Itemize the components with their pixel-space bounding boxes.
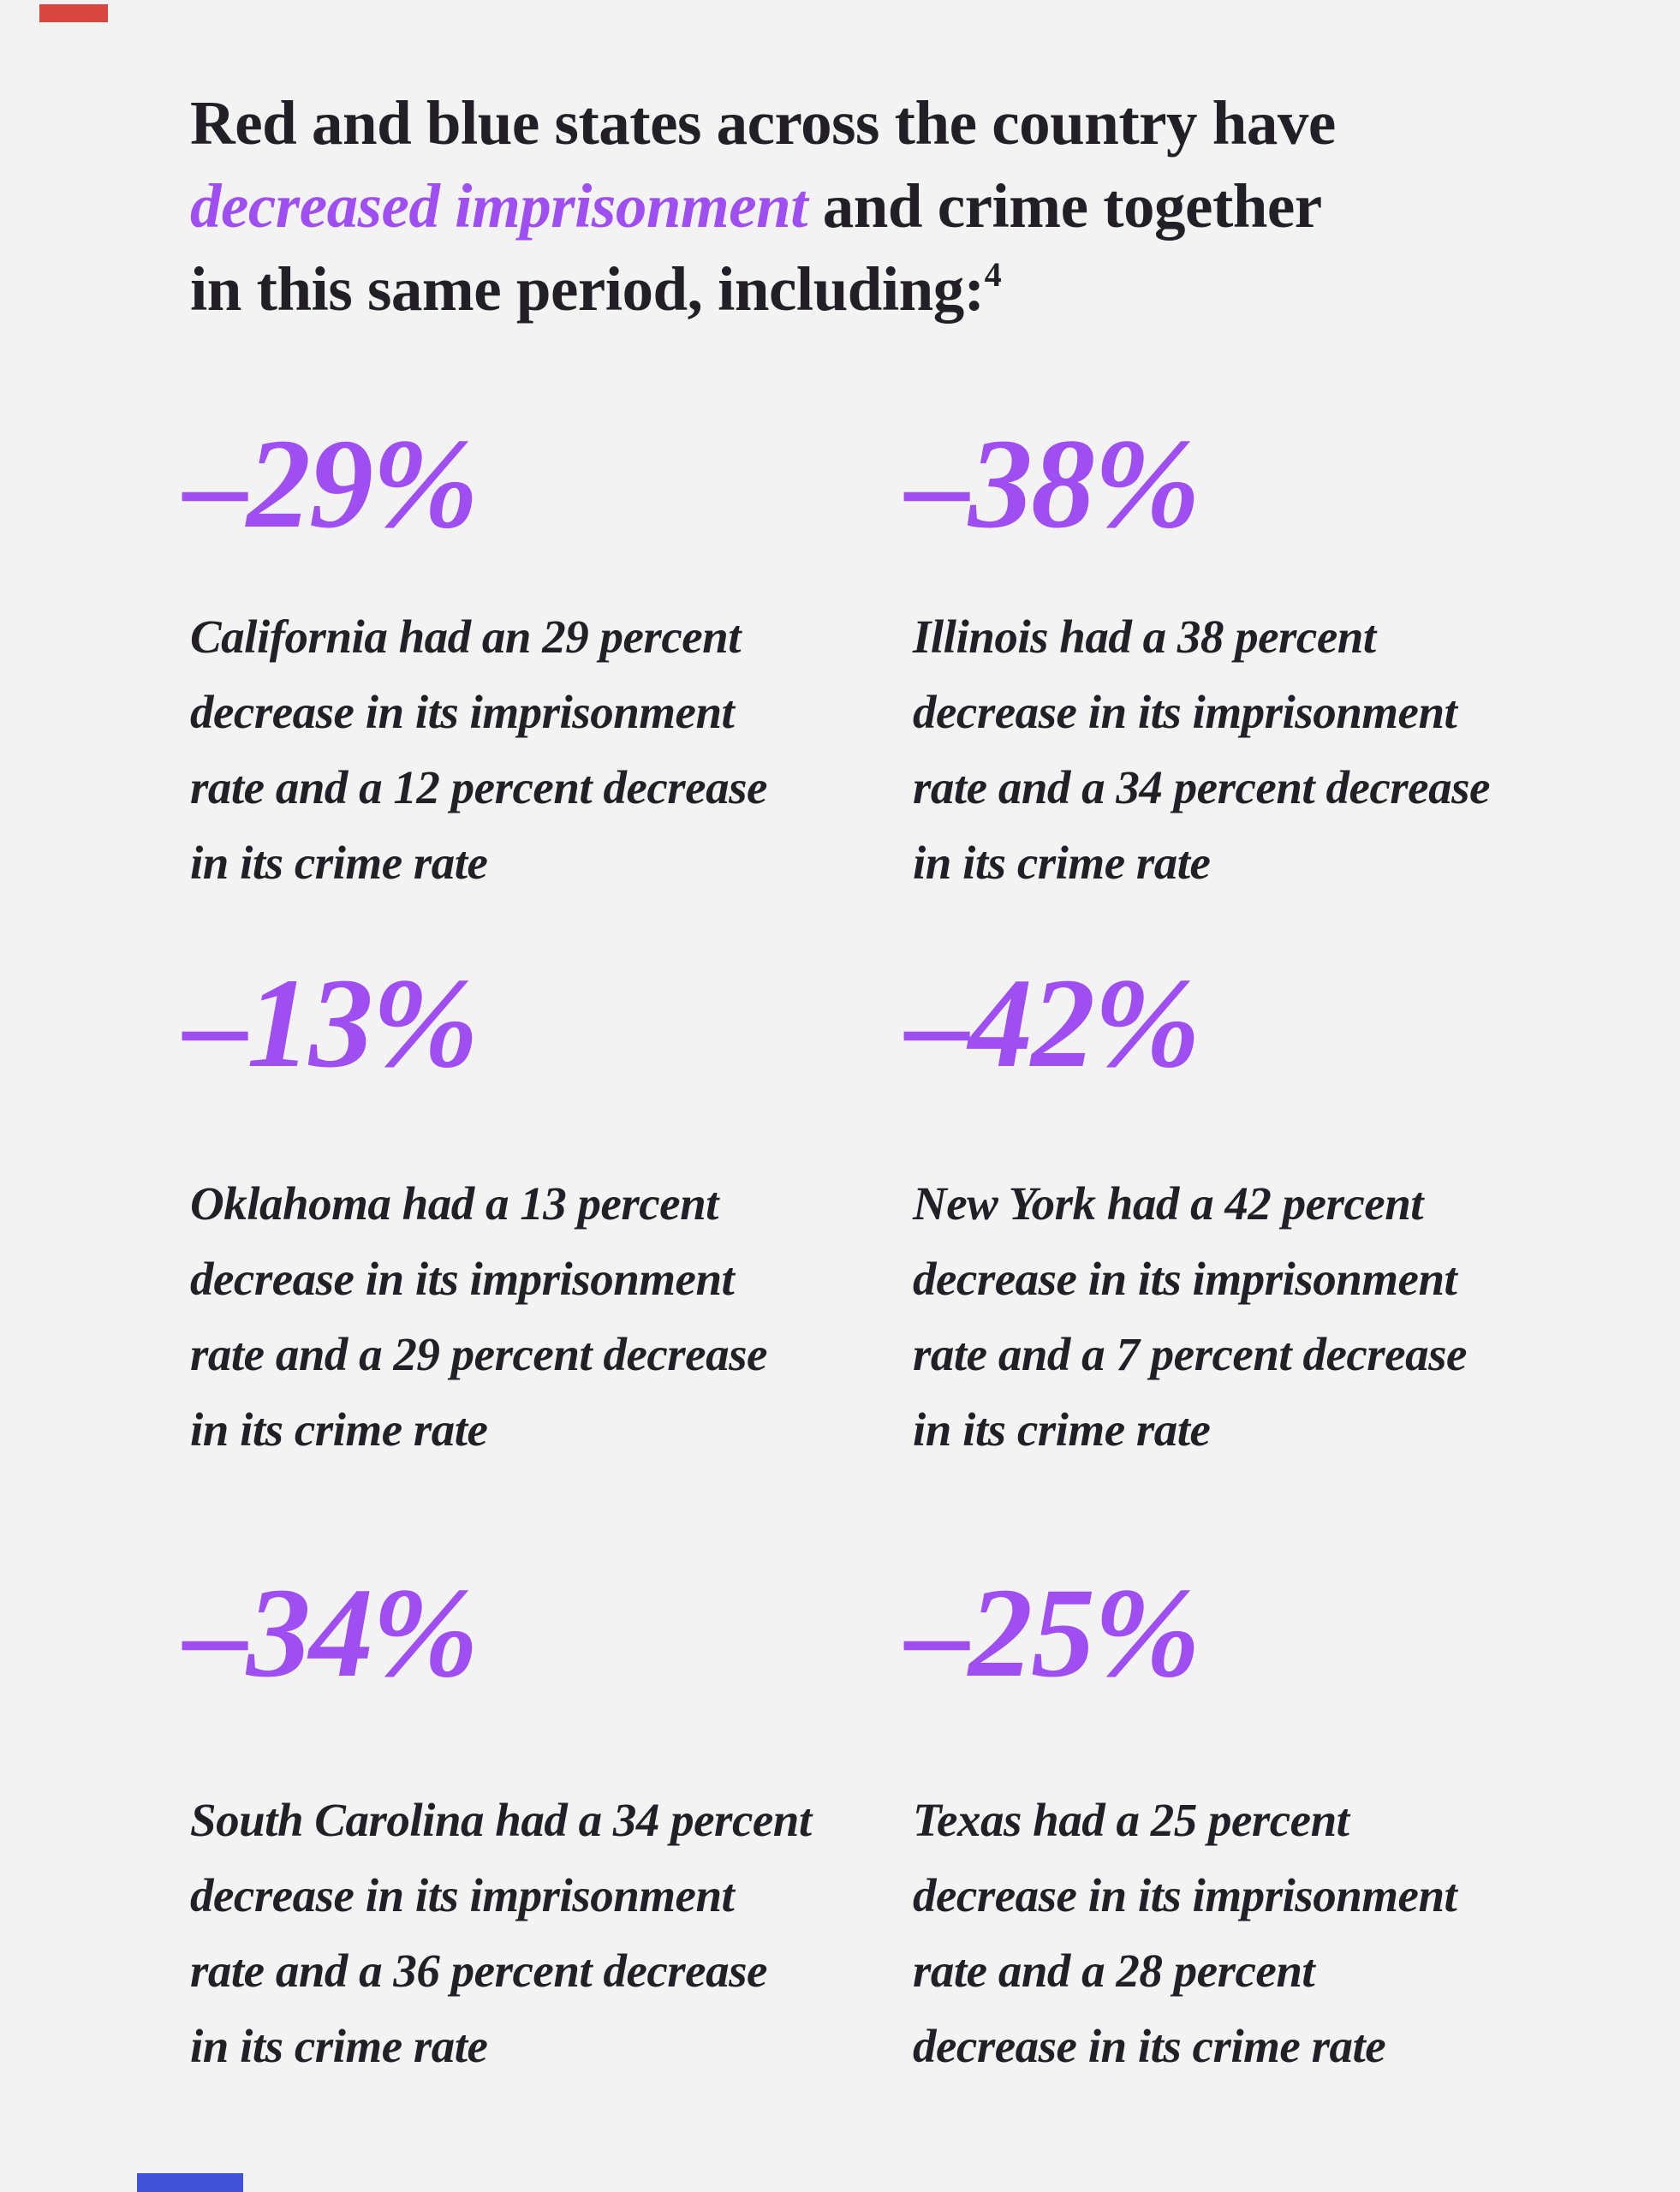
stat-line: Oklahoma had a 13 percent <box>190 1177 718 1230</box>
stat-line: in its crime rate <box>190 2020 488 2072</box>
stat-line: rate and a 12 percent decrease <box>190 761 767 813</box>
page-title <box>190 81 1336 331</box>
footnote-marker: 4 <box>984 255 1002 294</box>
stat-value-texas: –25% <box>906 1562 1199 1704</box>
stat-line: in its crime rate <box>190 837 488 889</box>
stat-description-south-carolina <box>190 1783 812 2084</box>
stat-line: decrease in its imprisonment <box>913 1253 1457 1305</box>
stat-value-south-carolina: –34% <box>184 1562 477 1704</box>
stat-line: rate and a 7 percent decrease <box>913 1328 1467 1380</box>
stat-line: New York had a 42 percent <box>913 1177 1424 1230</box>
stat-value-new-york: –42% <box>906 952 1199 1094</box>
stat-line: in its crime rate <box>913 837 1211 889</box>
stat-line: California had an 29 percent <box>190 611 742 663</box>
stat-description-california <box>190 599 767 901</box>
stat-line: rate and a 34 percent decrease <box>913 761 1490 813</box>
stat-description-illinois <box>913 599 1490 901</box>
stat-line: Illinois had a 38 percent <box>913 611 1376 663</box>
stat-line: decrease in its imprisonment <box>190 1869 735 1921</box>
stat-line: decrease in its imprisonment <box>190 686 735 738</box>
heading-line-2-rest: and crime together <box>807 171 1322 241</box>
top-red-bar-decoration <box>39 4 108 22</box>
stat-line: South Carolina had a 34 percent <box>190 1794 812 1846</box>
stat-line: decrease in its crime rate <box>913 2020 1386 2072</box>
stat-description-texas <box>913 1783 1457 2084</box>
stat-line: rate and a 29 percent decrease <box>190 1328 767 1380</box>
stat-line: in its crime rate <box>913 1403 1211 1456</box>
stat-line: decrease in its imprisonment <box>190 1253 735 1305</box>
stat-line: decrease in its imprisonment <box>913 1869 1457 1921</box>
stat-description-oklahoma <box>190 1166 767 1468</box>
heading-line-2 <box>190 164 1336 247</box>
stat-line: rate and a 28 percent <box>913 1945 1315 1997</box>
stat-line: Texas had a 25 percent <box>913 1794 1349 1846</box>
stat-line: decrease in its imprisonment <box>913 686 1457 738</box>
stat-line: in its crime rate <box>190 1403 488 1456</box>
stat-line: rate and a 36 percent decrease <box>190 1945 767 1997</box>
heading-line-1: Red and blue states across the country have <box>190 88 1336 158</box>
heading-highlight: decreased imprisonment <box>190 171 807 241</box>
stat-value-california: –29% <box>184 413 477 555</box>
bottom-blue-bar-decoration <box>137 2173 243 2192</box>
heading-line-3 <box>190 247 1336 331</box>
stat-description-new-york <box>913 1166 1467 1468</box>
stat-value-oklahoma: –13% <box>184 952 477 1094</box>
stat-value-illinois: –38% <box>906 413 1199 555</box>
heading-line-3-text: in this same period, including: <box>190 254 985 324</box>
